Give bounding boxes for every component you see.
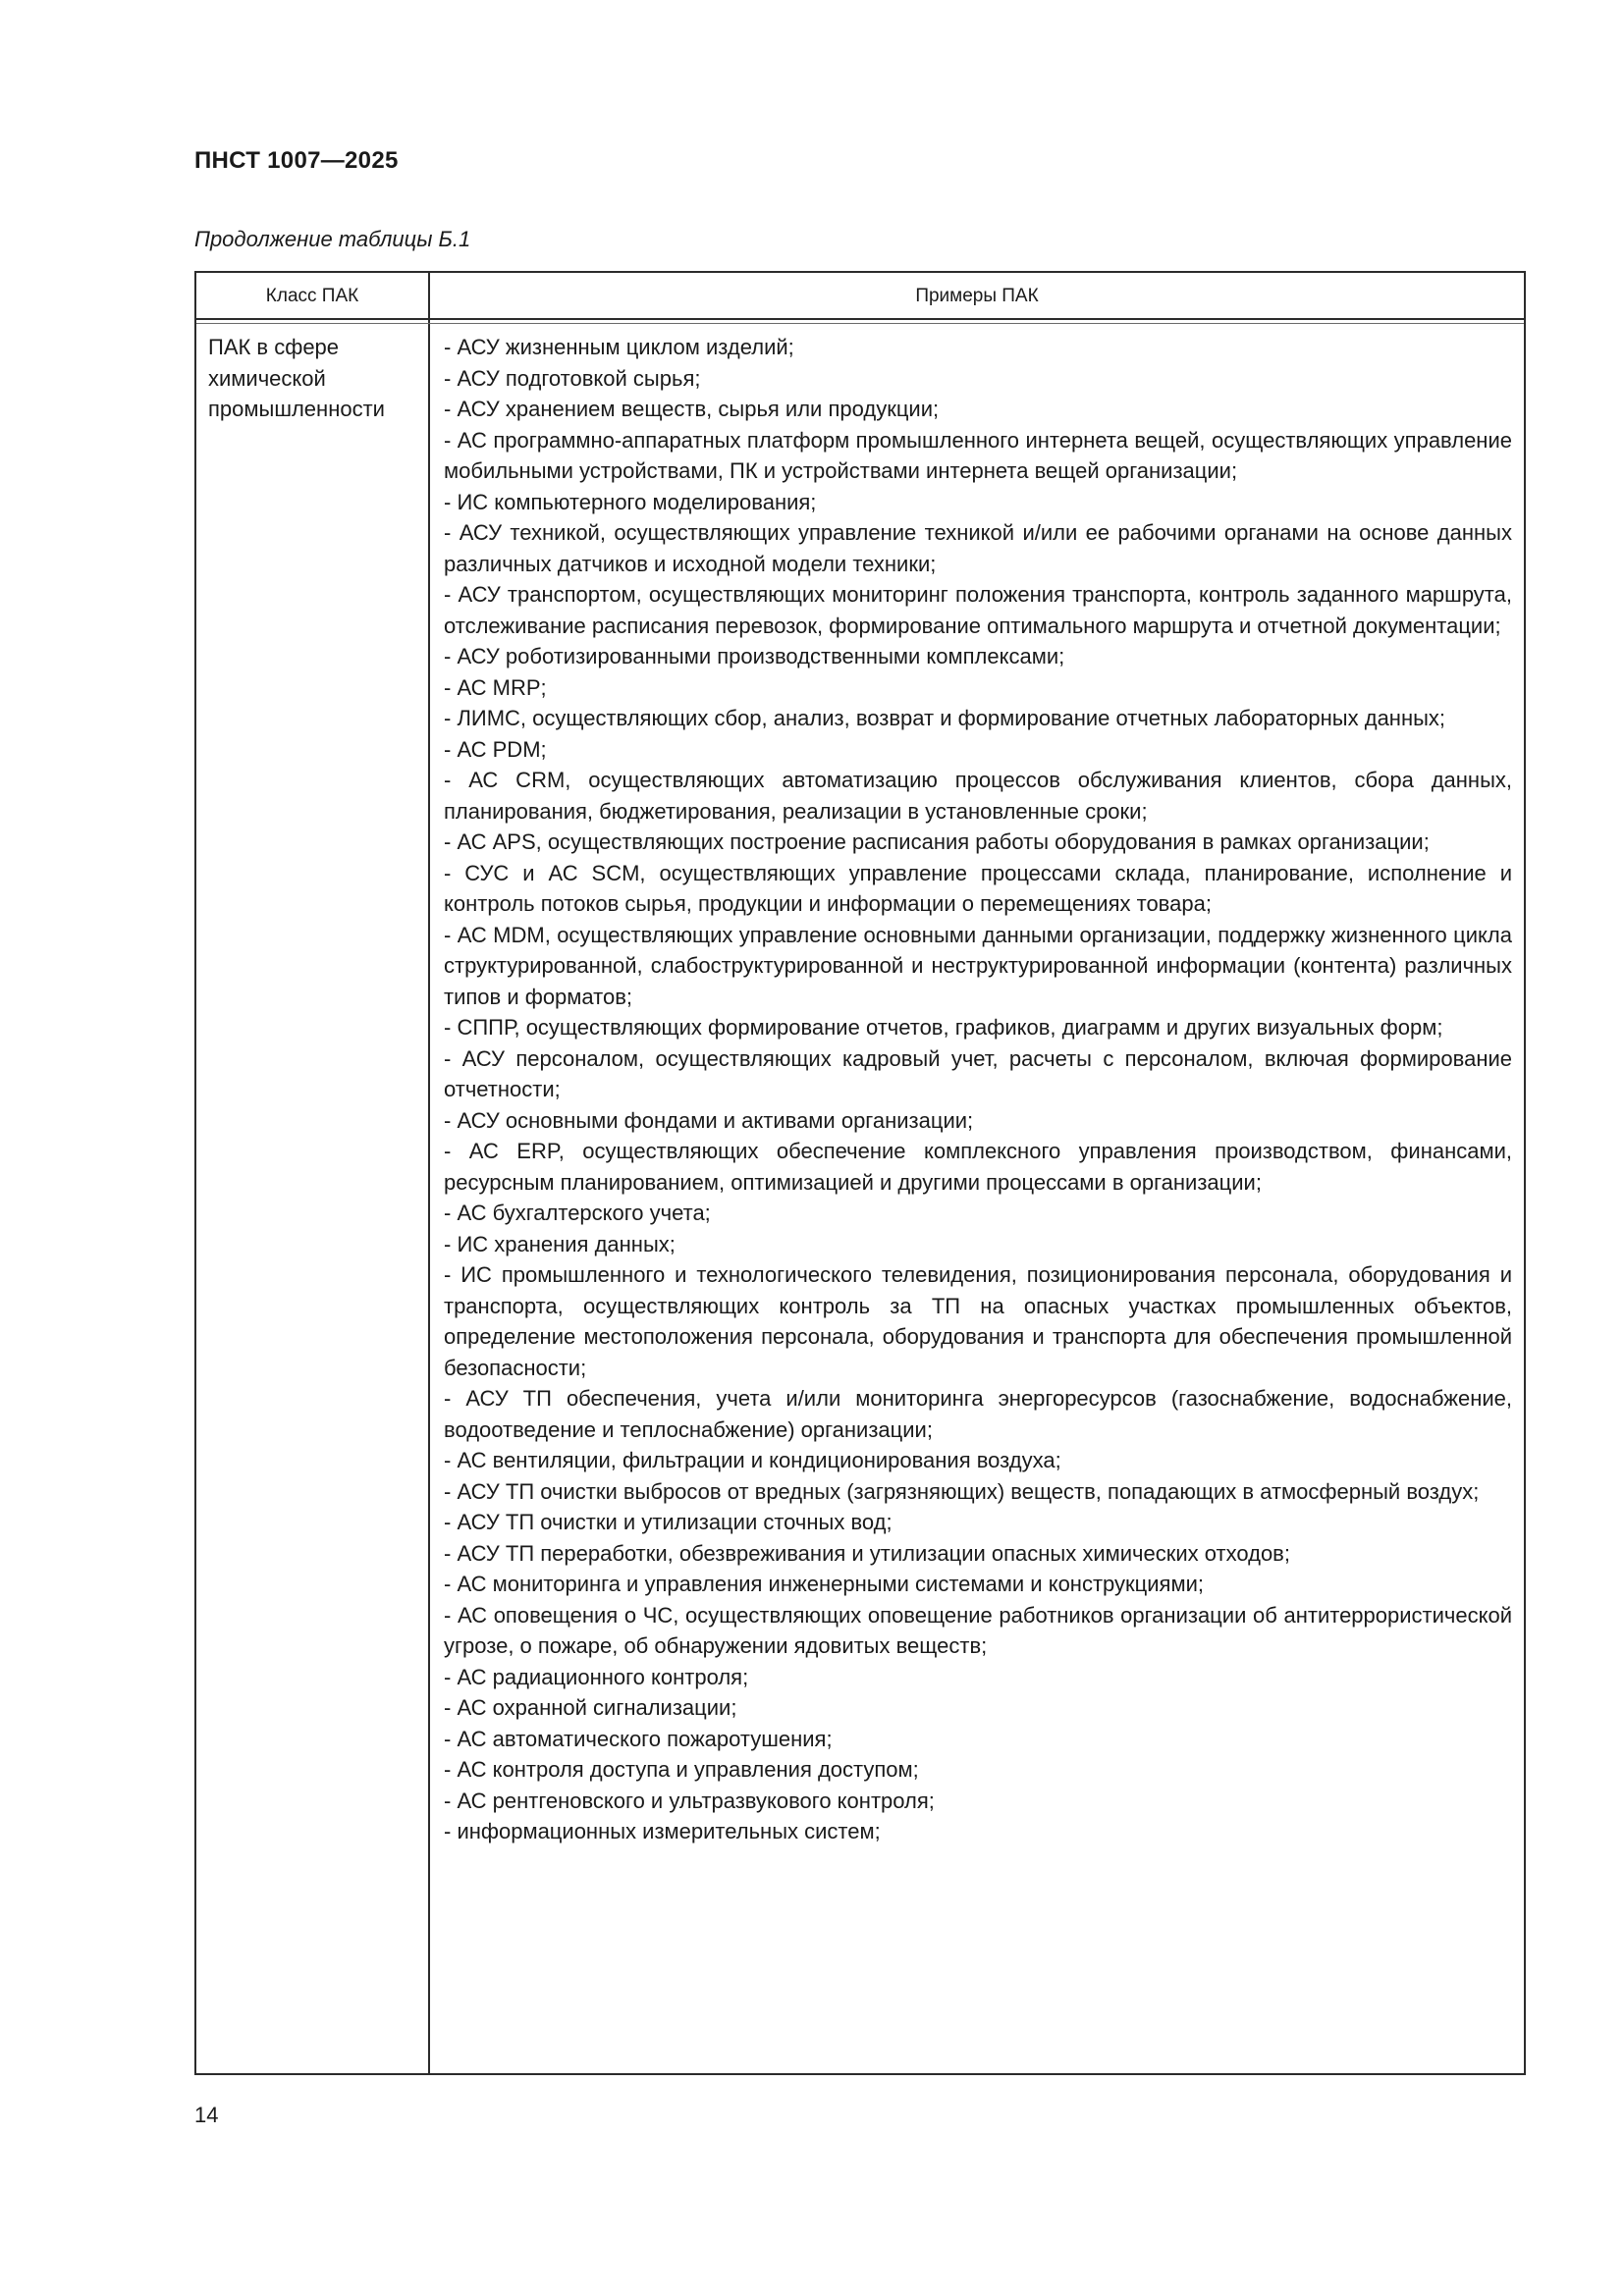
example-item: - АС ERP, осуществляющих обеспечение комплексного управления производством, финансами, ресурсным планированием, оптимизацией и другими процессами в организации; — [444, 1139, 1512, 1195]
example-item: - ИС компьютерного моделирования; — [444, 489, 817, 514]
example-item: - АС контроля доступа и управления доступом; — [444, 1757, 919, 1782]
header-divider-inner — [196, 323, 1524, 324]
class-cell — [208, 332, 418, 425]
example-item: - АС бухгалтерского учета; — [444, 1201, 711, 1225]
table-caption: Продолжение таблицы Б.1 — [194, 227, 471, 251]
example-item: - АСУ ТП обеспечения, учета и/или мониторинга энергоресурсов (газоснабжение, водоснабжение, водоотведение и теплоснабжение) организации; — [444, 1386, 1512, 1442]
example-item: - АСУ подготовкой сырья; — [444, 365, 701, 391]
class-line: промышленности — [208, 397, 385, 421]
example-item: - АС оповещения о ЧС, осуществляющих оповещение работников организации об антитеррористической угрозе, о пожаре, об обнаружении ядовитых веществ; — [444, 1602, 1512, 1658]
example-item: - АСУ ТП переработки, обезвреживания и утилизации опасных химических отходов; — [444, 1540, 1290, 1566]
example-item: - СУС и АС SCM, осуществляющих управление процессами склада, планирование, исполнение и контроль потоков сырья, продукции и информации о перемещениях товара; — [444, 860, 1512, 916]
example-item: - АСУ ТП очистки и утилизации сточных вод; — [444, 1510, 893, 1534]
example-item: - АС MRP; — [444, 674, 547, 700]
example-item: - информационных измерительных систем; — [444, 1819, 881, 1843]
header-class: Класс ПАК — [265, 286, 359, 306]
example-item: - АСУ техникой, осуществляющих управление техникой и/или ее рабочими органами на основе данных различных датчиков и исходной модели техники; — [444, 520, 1512, 576]
example-item: - АСУ хранением веществ, сырья или продукции; — [444, 397, 940, 421]
example-item: - АС рентгеновского и ультразвукового контроля; — [444, 1788, 935, 1813]
example-item: - АС CRM, осуществляющих автоматизацию процессов обслуживания клиентов, сбора данных, планирования, бюджетирования, реализации в установленные сроки; — [444, 768, 1512, 824]
example-item: - АСУ ТП очистки выбросов от вредных (загрязняющих) веществ, попадающих в атмосферный воздух; — [444, 1478, 1480, 1504]
example-item: - ЛИМС, осуществляющих сбор, анализ, возврат и формирование отчетных лабораторных данных; — [444, 706, 1446, 730]
example-item: - АС PDM; — [444, 736, 547, 762]
example-item: - АС радиационного контроля; — [444, 1664, 749, 1689]
header-examples: Примеры ПАК — [915, 286, 1039, 306]
example-item: - СППР, осуществляющих формирование отчетов, графиков, диаграмм и других визуальных форм; — [444, 1015, 1443, 1040]
example-item: - АС APS, осуществляющих построение расписания работы оборудования в рамках организации; — [444, 829, 1430, 854]
example-item: - АС MDM, осуществляющих управление основными данными организации, поддержку жизненного цикла структурированной, слабоструктурированной и неструктурированной информации (контента) различных типов и форматов; — [444, 922, 1512, 1009]
page-number: 14 — [194, 2103, 219, 2127]
example-item: - ИС промышленного и технологического телевидения, позиционирования персонала, оборудования и транспорта, осуществляющих контроль за ТП на опасных участках промышленных объектов, определение местоположения персонала, оборудования и транспорта для обеспечения промышленной безопасности; — [444, 1262, 1512, 1380]
pak-table — [194, 271, 1526, 2075]
example-item: - АС мониторинга и управления инженерными системами и конструкциями; — [444, 1572, 1204, 1596]
class-line: химической — [208, 365, 326, 391]
example-item: - АСУ персоналом, осуществляющих кадровый учет, расчеты с персоналом, включая формирование отчетности; — [444, 1045, 1512, 1101]
example-item: - ИС хранения данных; — [444, 1231, 676, 1256]
header-divider — [196, 318, 1524, 320]
example-item: - АС программно-аппаратных платформ промышленного интернета вещей, осуществляющих управление мобильными устройствами, ПК и устройствами интернета вещей организации; — [444, 427, 1512, 483]
example-item: - АС охранной сигнализации; — [444, 1695, 737, 1720]
example-item: - АСУ жизненным циклом изделий; — [444, 335, 794, 359]
example-item: - АС автоматического пожаротушения; — [444, 1726, 833, 1751]
example-item: - АСУ транспортом, осуществляющих мониторинг положения транспорта, контроль заданного маршрута, отслеживание расписания перевозок, формирование оптимального маршрута и отчетной документации; — [444, 582, 1512, 638]
column-divider — [428, 273, 430, 2073]
example-item: - АС вентиляции, фильтрации и кондиционирования воздуха; — [444, 1448, 1061, 1472]
class-line: ПАК в сфере — [208, 335, 340, 359]
document-code: ПНСТ 1007—2025 — [194, 147, 399, 174]
examples-list — [444, 332, 1512, 1847]
example-item: - АСУ основными фондами и активами организации; — [444, 1107, 974, 1133]
example-item: - АСУ роботизированными производственными комплексами; — [444, 644, 1065, 668]
